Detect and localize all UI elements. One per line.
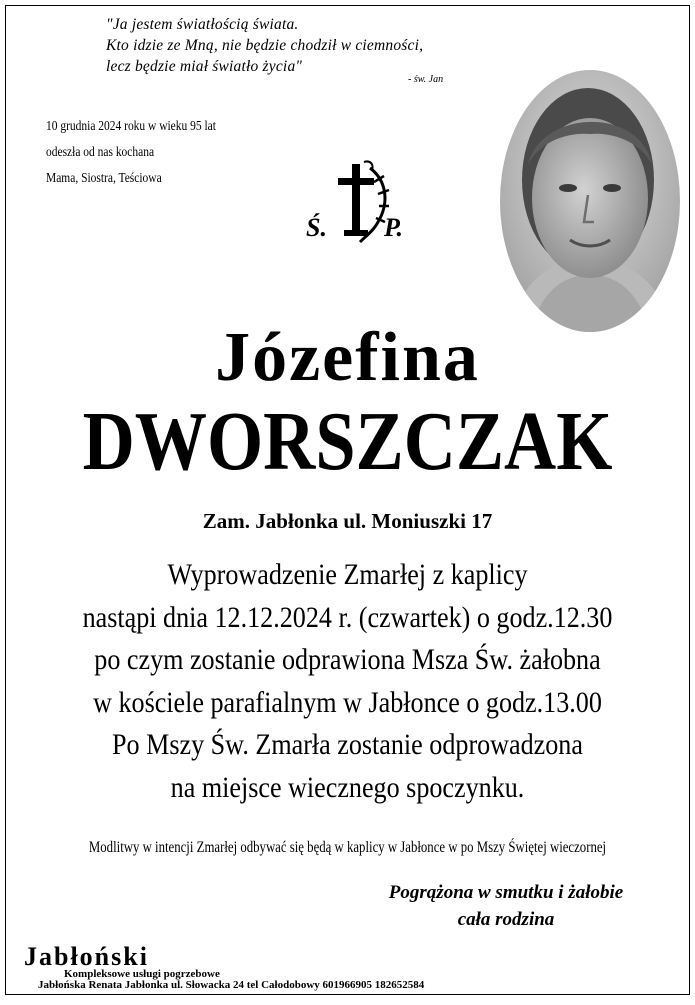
mourners-line: Pogrążona w smutku i żałobie xyxy=(388,882,624,903)
prayers-info: Modlitwy w intencji Zmarłej odbywać się będą w kaplicy w Jabłonce w po Mszy Świętej wieczornej xyxy=(88,839,607,856)
funeral-line: na miejsce wiecznego spoczynku. xyxy=(170,770,525,804)
funeral-home-footer xyxy=(24,942,624,991)
deceased-last-name: DWORSZCZAK xyxy=(82,395,613,488)
mourners-line: cała rodzina xyxy=(457,909,555,930)
mourners-signature xyxy=(316,879,690,933)
intro-line: Mama, Siostra, Teściowa xyxy=(46,171,162,186)
intro-line: 10 grudnia 2024 roku w wieku 95 lat xyxy=(46,119,216,134)
quote-line: "Ja jestem światłością świata. xyxy=(106,16,299,33)
funeral-details xyxy=(16,554,680,809)
quote-source: - św. Jan xyxy=(408,74,444,85)
funeral-line: Wyprowadzenie Zmarłej z kaplicy xyxy=(167,558,528,591)
intro-line: odeszła od nas kochana xyxy=(46,145,155,160)
funeral-home-contact: Jabłońska Renata Jabłonka ul. Słowacka 24 tel Całodobowy 601966905 182652584 xyxy=(38,979,425,991)
quote-line: lecz będzie miał światło życia" xyxy=(106,58,303,75)
residence-address: Zam. Jabłonka ul. Moniuszki 17 xyxy=(202,509,493,533)
funeral-line: nastąpi dnia 12.12.2024 r. (czwartek) o godz.12.30 xyxy=(82,600,613,634)
funeral-home-services: Kompleksowe usługi pogrzebowe xyxy=(64,968,220,980)
funeral-line: Po Mszy Św. Zmarła zostanie odprowadzona xyxy=(112,728,583,761)
funeral-home-logo: Jabłoński xyxy=(24,942,149,971)
funeral-line: po czym zostanie odprawiona Msza Św. żałobna xyxy=(94,643,601,676)
cross-icon xyxy=(304,156,414,251)
symbol-left-letter: Ś. xyxy=(306,213,327,242)
quote-line: Kto idzie ze Mną, nie będzie chodził w ciemności, xyxy=(106,37,424,54)
sp-cross-symbol xyxy=(304,156,414,251)
funeral-line: w kościele parafialnym w Jabłonce o godz.13.00 xyxy=(93,685,602,719)
deceased-first-name: Józefina xyxy=(215,319,480,396)
obituary-notice xyxy=(5,5,690,995)
bible-quote xyxy=(106,14,526,77)
portrait-photo xyxy=(500,70,680,332)
symbol-right-letter: P. xyxy=(384,213,404,242)
death-announcement-intro xyxy=(46,114,235,192)
